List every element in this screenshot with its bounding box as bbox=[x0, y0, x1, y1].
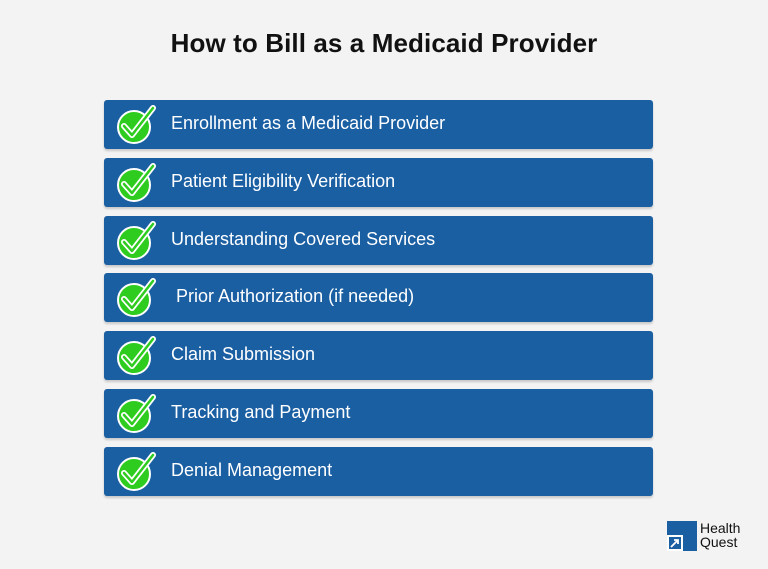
health-quest-logo bbox=[667, 521, 757, 555]
check-icon bbox=[115, 277, 157, 319]
page-title: How to Bill as a Medicaid Provider bbox=[170, 28, 598, 58]
logo-line-2: Quest bbox=[700, 534, 738, 550]
step-label: Denial Management bbox=[171, 459, 333, 480]
step-item bbox=[104, 389, 653, 438]
step-label: Patient Eligibility Verification bbox=[171, 170, 396, 191]
health-quest-logo-icon bbox=[667, 521, 697, 551]
logo-line-1: Health bbox=[700, 520, 741, 536]
step-item bbox=[104, 447, 653, 496]
step-label: Understanding Covered Services bbox=[171, 228, 436, 249]
check-icon bbox=[115, 451, 157, 493]
step-item bbox=[104, 216, 653, 265]
step-label: Enrollment as a Medicaid Provider bbox=[171, 113, 446, 133]
step-label: Prior Authorization (if needed) bbox=[171, 286, 415, 307]
steps-list bbox=[104, 100, 653, 505]
step-item bbox=[104, 100, 653, 149]
check-icon bbox=[115, 104, 157, 146]
step-label: Tracking and Payment bbox=[171, 401, 351, 422]
step-label: Claim Submission bbox=[171, 344, 316, 365]
check-icon bbox=[115, 162, 157, 204]
check-icon bbox=[115, 335, 157, 377]
step-item bbox=[104, 273, 653, 322]
step-item bbox=[104, 331, 653, 380]
logo-text bbox=[700, 521, 740, 549]
step-item bbox=[104, 158, 653, 207]
check-icon bbox=[115, 220, 157, 262]
check-icon bbox=[115, 393, 157, 435]
